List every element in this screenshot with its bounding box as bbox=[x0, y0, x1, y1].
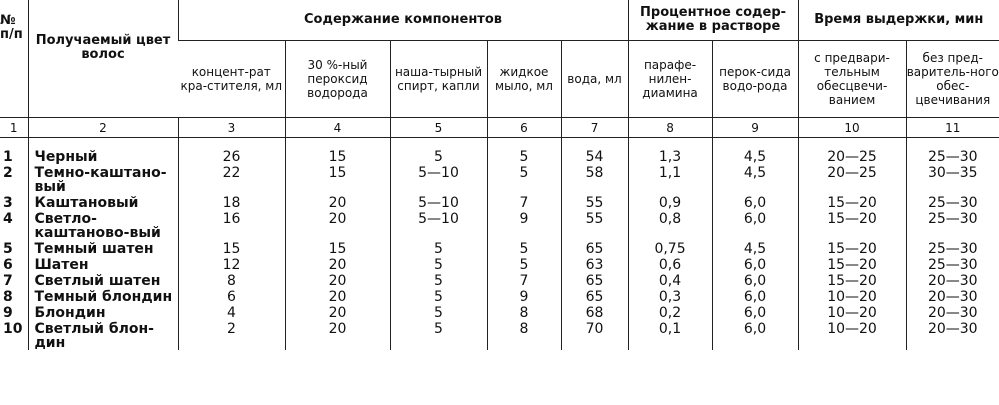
header-peroxide: 30 %-ный пероксид водорода bbox=[285, 41, 390, 118]
cell-c7: 65 bbox=[561, 272, 628, 288]
table-row bbox=[0, 148, 999, 164]
cell-c8: 1,1 bbox=[628, 164, 712, 194]
table-row bbox=[0, 194, 999, 210]
cell-c9: 6,0 bbox=[712, 288, 798, 304]
table-body bbox=[0, 138, 999, 351]
column-number: 9 bbox=[712, 118, 798, 138]
cell-c11: 25—30 bbox=[906, 194, 999, 210]
cell-c10: 20—25 bbox=[798, 164, 906, 194]
column-number: 6 bbox=[487, 118, 561, 138]
cell-c3: 26 bbox=[178, 148, 285, 164]
cell-n: 2 bbox=[3, 165, 13, 181]
cell-n: 4 bbox=[3, 211, 13, 227]
cell-c4: 20 bbox=[285, 304, 390, 320]
cell-c9: 6,0 bbox=[712, 320, 798, 350]
cell-c11: 30—35 bbox=[906, 164, 999, 194]
header-liquid-soap: жидкое мыло, мл bbox=[487, 41, 561, 118]
cell-c11: 25—30 bbox=[906, 210, 999, 240]
table-row bbox=[0, 210, 999, 240]
column-number: 10 bbox=[798, 118, 906, 138]
cell-n: 9 bbox=[3, 305, 13, 321]
cell-c4: 15 bbox=[285, 240, 390, 256]
cell-c3: 4 bbox=[178, 304, 285, 320]
cell-c9: 6,0 bbox=[712, 210, 798, 240]
cell-c8: 0,9 bbox=[628, 194, 712, 210]
cell-c6: 5 bbox=[487, 148, 561, 164]
column-number: 7 bbox=[561, 118, 628, 138]
cell-c11: 20—30 bbox=[906, 272, 999, 288]
cell-c7: 54 bbox=[561, 148, 628, 164]
cell-c7: 65 bbox=[561, 288, 628, 304]
cell-c9: 4,5 bbox=[712, 240, 798, 256]
cell-c10: 15—20 bbox=[798, 240, 906, 256]
cell-c3: 12 bbox=[178, 256, 285, 272]
cell-c5: 5 bbox=[390, 148, 487, 164]
cell-c3: 2 bbox=[178, 320, 285, 350]
cell-c6: 5 bbox=[487, 240, 561, 256]
cell-c7: 68 bbox=[561, 304, 628, 320]
cell-c4: 20 bbox=[285, 256, 390, 272]
cell-c6: 7 bbox=[487, 194, 561, 210]
cell-c5: 5 bbox=[390, 288, 487, 304]
cell-color: Светло-каштаново-вый bbox=[28, 210, 178, 240]
cell-n: 6 bbox=[3, 257, 13, 273]
column-number: 5 bbox=[390, 118, 487, 138]
header-hair-color: Получаемый цвет волос bbox=[28, 0, 178, 118]
cell-c4: 20 bbox=[285, 288, 390, 304]
cell-c7: 70 bbox=[561, 320, 628, 350]
cell-n: 8 bbox=[3, 289, 13, 305]
table-row bbox=[0, 240, 999, 256]
cell-c9: 6,0 bbox=[712, 304, 798, 320]
column-number: 2 bbox=[28, 118, 178, 138]
cell-n: 5 bbox=[3, 241, 13, 257]
cell-c8: 0,75 bbox=[628, 240, 712, 256]
table-row bbox=[0, 272, 999, 288]
cell-c10: 10—20 bbox=[798, 320, 906, 350]
cell-c6: 5 bbox=[487, 164, 561, 194]
cell-c3: 18 bbox=[178, 194, 285, 210]
header-dye-concentrate: концент-рат кра-стителя, мл bbox=[178, 41, 285, 118]
header-paraphenylenediamine: парафе-нилен-диамина bbox=[628, 41, 712, 118]
cell-c7: 55 bbox=[561, 210, 628, 240]
cell-c7: 58 bbox=[561, 164, 628, 194]
cell-c8: 0,1 bbox=[628, 320, 712, 350]
cell-c3: 8 bbox=[178, 272, 285, 288]
column-number: 3 bbox=[178, 118, 285, 138]
cell-color: Темно-каштано-вый bbox=[28, 164, 178, 194]
cell-color: Темный шатен bbox=[28, 240, 178, 256]
cell-c4: 20 bbox=[285, 210, 390, 240]
cell-c11: 20—30 bbox=[906, 320, 999, 350]
cell-c6: 8 bbox=[487, 304, 561, 320]
table-row bbox=[0, 256, 999, 272]
column-number: 1 bbox=[0, 118, 28, 138]
cell-c8: 0,6 bbox=[628, 256, 712, 272]
cell-c8: 0,3 bbox=[628, 288, 712, 304]
cell-c8: 0,8 bbox=[628, 210, 712, 240]
cell-c5: 5 bbox=[390, 256, 487, 272]
cell-c5: 5 bbox=[390, 240, 487, 256]
cell-c8: 1,3 bbox=[628, 148, 712, 164]
cell-c10: 10—20 bbox=[798, 288, 906, 304]
cell-color: Светлый шатен bbox=[28, 272, 178, 288]
cell-c7: 63 bbox=[561, 256, 628, 272]
cell-c10: 20—25 bbox=[798, 148, 906, 164]
cell-c9: 6,0 bbox=[712, 194, 798, 210]
cell-color: Шатен bbox=[28, 256, 178, 272]
cell-c5: 5 bbox=[390, 304, 487, 320]
column-number: 8 bbox=[628, 118, 712, 138]
column-number: 4 bbox=[285, 118, 390, 138]
cell-color: Блондин bbox=[28, 304, 178, 320]
cell-c10: 15—20 bbox=[798, 272, 906, 288]
column-number: 11 bbox=[906, 118, 999, 138]
table-row bbox=[0, 320, 999, 350]
cell-c5: 5—10 bbox=[390, 194, 487, 210]
cell-c4: 15 bbox=[285, 164, 390, 194]
cell-c10: 15—20 bbox=[798, 194, 906, 210]
cell-c6: 8 bbox=[487, 320, 561, 350]
cell-c11: 20—30 bbox=[906, 304, 999, 320]
cell-color: Темный блондин bbox=[28, 288, 178, 304]
cell-n: 3 bbox=[3, 195, 13, 211]
cell-c6: 9 bbox=[487, 288, 561, 304]
cell-c7: 65 bbox=[561, 240, 628, 256]
header-group-percent: Процентное содер-жание в растворе bbox=[628, 0, 798, 41]
cell-c10: 10—20 bbox=[798, 304, 906, 320]
cell-c11: 20—30 bbox=[906, 288, 999, 304]
cell-c8: 0,4 bbox=[628, 272, 712, 288]
header-with-bleaching: с предвари-тельным обесцвечи-ванием bbox=[798, 41, 906, 118]
cell-c6: 5 bbox=[487, 256, 561, 272]
table-header bbox=[0, 0, 999, 138]
cell-c4: 15 bbox=[285, 148, 390, 164]
table-row bbox=[0, 164, 999, 194]
cell-n: 10 bbox=[3, 321, 23, 337]
cell-c3: 15 bbox=[178, 240, 285, 256]
cell-c10: 15—20 bbox=[798, 210, 906, 240]
cell-c3: 6 bbox=[178, 288, 285, 304]
header-group-components: Содержание компонентов bbox=[178, 0, 628, 41]
cell-c9: 6,0 bbox=[712, 272, 798, 288]
cell-c7: 55 bbox=[561, 194, 628, 210]
cell-color: Каштановый bbox=[28, 194, 178, 210]
cell-c4: 20 bbox=[285, 194, 390, 210]
cell-c5: 5—10 bbox=[390, 164, 487, 194]
cell-c3: 16 bbox=[178, 210, 285, 240]
cell-c5: 5 bbox=[390, 320, 487, 350]
cell-c3: 22 bbox=[178, 164, 285, 194]
cell-n: 7 bbox=[3, 273, 13, 289]
table-row bbox=[0, 288, 999, 304]
column-number-row bbox=[0, 118, 999, 138]
header-number: № п/п bbox=[0, 0, 28, 118]
header-group-time: Время выдержки, мин bbox=[798, 0, 999, 41]
header-without-bleaching: без пред-варитель-ного обес-цвечивания bbox=[906, 41, 999, 118]
cell-c11: 25—30 bbox=[906, 256, 999, 272]
cell-c11: 25—30 bbox=[906, 240, 999, 256]
cell-c10: 15—20 bbox=[798, 256, 906, 272]
cell-color: Черный bbox=[28, 148, 178, 164]
cell-color: Светлый блон-дин bbox=[28, 320, 178, 350]
cell-c9: 6,0 bbox=[712, 256, 798, 272]
header-water: вода, мл bbox=[561, 41, 628, 118]
cell-c4: 20 bbox=[285, 272, 390, 288]
cell-c9: 4,5 bbox=[712, 164, 798, 194]
table-row bbox=[0, 304, 999, 320]
cell-c4: 20 bbox=[285, 320, 390, 350]
header-hydrogen-peroxide: перок-сида водо-рода bbox=[712, 41, 798, 118]
cell-c11: 25—30 bbox=[906, 148, 999, 164]
cell-c5: 5—10 bbox=[390, 210, 487, 240]
cell-c5: 5 bbox=[390, 272, 487, 288]
header-ammonia: наша-тырный спирт, капли bbox=[390, 41, 487, 118]
cell-n: 1 bbox=[3, 149, 13, 165]
cell-c6: 7 bbox=[487, 272, 561, 288]
cell-c8: 0,2 bbox=[628, 304, 712, 320]
cell-c9: 4,5 bbox=[712, 148, 798, 164]
cell-c6: 9 bbox=[487, 210, 561, 240]
